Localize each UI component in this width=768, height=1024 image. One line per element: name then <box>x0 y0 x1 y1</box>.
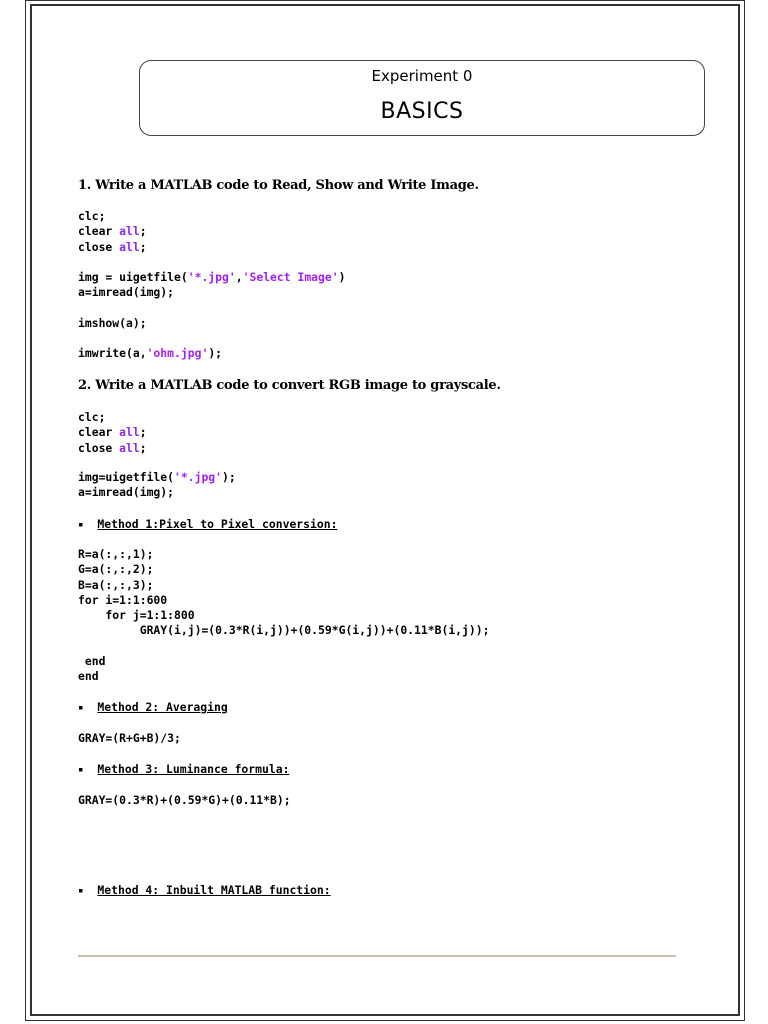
code-imwrite: imwrite(a, <box>78 346 147 360</box>
page-border-inner <box>30 4 740 1016</box>
code-block-4 <box>78 470 236 501</box>
code-imread: a=imread(img); <box>78 485 175 500</box>
code-imwrite-line <box>78 346 222 361</box>
method-4-heading: Method 4: Inbuilt MATLAB function: <box>97 883 331 897</box>
bullet-icon: ▪ <box>78 765 84 775</box>
method-3-heading: Method 3: Luminance formula: <box>97 762 290 776</box>
code-paren: ); <box>222 470 236 484</box>
method-2-heading: Method 2: Averaging <box>97 700 228 714</box>
code-paren: ); <box>208 346 223 360</box>
bullet-icon: ▪ <box>78 703 84 713</box>
code-block-1 <box>78 209 147 255</box>
code-comma: , <box>235 270 243 284</box>
code-string: 'ohm.jpg' <box>146 346 209 360</box>
keyword-all: all <box>119 440 140 455</box>
bullet-icon: ▪ <box>78 520 84 530</box>
code-uigetfile: img=uigetfile( <box>78 470 175 484</box>
code-block-3 <box>78 410 147 456</box>
page-title: BASICS <box>380 99 464 124</box>
code-string: 'Select Image' <box>242 270 339 284</box>
code-semicolon: ; <box>139 239 147 254</box>
method-3-item <box>78 762 289 776</box>
keyword-all: all <box>119 425 140 440</box>
keyword-all: all <box>119 239 140 254</box>
code-close: close <box>78 440 120 455</box>
method-2-item <box>78 700 228 714</box>
code-clear: clear <box>78 224 120 239</box>
experiment-label: Experiment 0 <box>371 67 473 85</box>
footer-divider <box>78 955 676 957</box>
method-3-code: GRAY=(0.3*R)+(0.59*G)+(0.11*B); <box>78 793 291 807</box>
code-block-2 <box>78 270 345 301</box>
method-1-code: R=a(:,:,1); G=a(:,:,2); B=a(:,:,3); for i=1:1:600 for j=1:1:800 GRAY(i,j)=(0.3*R(i,j))+(0.59*G(i,j))+(0.11*B(i,j)); end end <box>78 547 490 684</box>
code-semicolon: ; <box>139 440 147 455</box>
bullet-icon: ▪ <box>78 886 84 896</box>
method-1-item <box>78 517 337 531</box>
title-box <box>139 60 705 136</box>
code-imshow: imshow(a); <box>78 316 147 330</box>
code-string: '*.jpg' <box>174 470 223 484</box>
code-semicolon: ; <box>139 425 147 440</box>
code-uigetfile: img = uigetfile( <box>78 270 188 284</box>
code-paren: ) <box>338 270 346 284</box>
method-1-heading: Method 1:Pixel to Pixel conversion: <box>97 517 338 531</box>
code-clear: clear <box>78 425 120 440</box>
question-2-heading: 2. Write a MATLAB code to convert RGB image to grayscale. <box>78 378 501 393</box>
code-clc: clc; <box>78 209 106 223</box>
keyword-all: all <box>119 224 140 239</box>
method-4-item <box>78 883 331 897</box>
code-semicolon: ; <box>139 224 147 239</box>
code-close: close <box>78 239 120 254</box>
code-clc: clc; <box>78 410 106 424</box>
question-1-heading: 1. Write a MATLAB code to Read, Show and Write Image. <box>78 178 479 193</box>
code-string: '*.jpg' <box>187 270 236 284</box>
method-2-code: GRAY=(R+G+B)/3; <box>78 731 181 745</box>
code-imread: a=imread(img); <box>78 285 175 300</box>
